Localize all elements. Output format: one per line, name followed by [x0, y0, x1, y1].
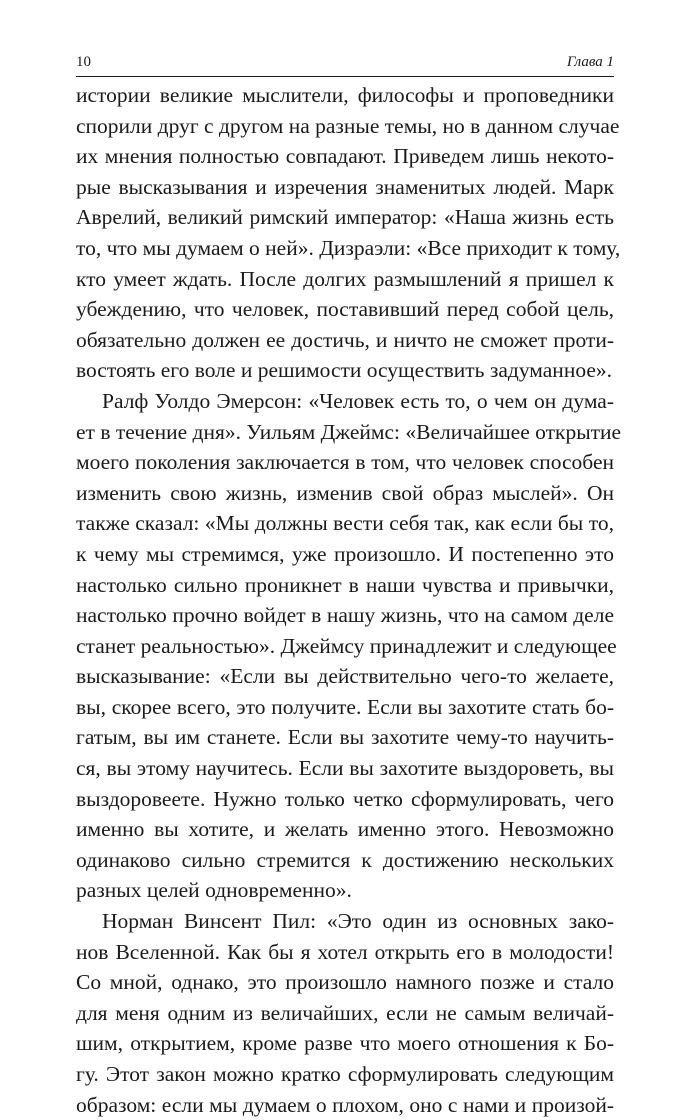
- text-line: также сказал: «Мы должны вести себя так, как если бы то,: [76, 511, 614, 536]
- text-line: Аврелий, великий римский император: «Наша жизнь есть: [76, 205, 614, 230]
- text-line: Со мной, однако, это произошло намного позже и стало: [76, 970, 614, 995]
- text-line: гу. Этот закон можно кратко сформулировать следующим: [76, 1062, 614, 1086]
- page-number: 10: [76, 54, 91, 70]
- text-line: убеждению, что человек, поставивший перед собой цель,: [76, 297, 614, 322]
- text-line: для меня одним из величайших, если не самым величай-: [76, 1000, 614, 1025]
- text-line: настолько сильно проникнет в наши чувства и привычки,: [76, 572, 614, 597]
- text-line: обязательно должен ее достичь, и ничто не сможет проти-: [76, 327, 614, 352]
- text-line: рые высказывания и изречения знаменитых людей. Марк: [76, 174, 614, 199]
- text-line: спорили друг с другом на разные темы, но в данном случае: [76, 113, 620, 138]
- text-line: гатым, вы им станете. Если вы захотите чему-то научить-: [76, 725, 614, 750]
- text-line: настолько прочно войдет в нашу жизнь, что на самом деле: [76, 603, 614, 628]
- text-line: нов Вселенной. Как бы я хотел открыть его в молодости!: [76, 939, 614, 964]
- text-line: разных целей одновременно».: [76, 878, 352, 903]
- running-header: [76, 51, 614, 73]
- text-line: ет в течение дня». Уильям Джеймс: «Величайшее открытие: [76, 419, 622, 444]
- text-line: высказывание: «Если вы действительно чего-то желаете,: [76, 664, 614, 689]
- text-line: истории великие мыслители, философы и проповедники: [76, 83, 614, 107]
- text-line: кто умеет ждать. После долгих размышлений я пришел к: [76, 266, 614, 291]
- text-line: выздоровеете. Нужно только четко сформулировать, чего: [76, 786, 614, 811]
- text-line: моего поколения заключается в том, что человек способен: [76, 450, 614, 475]
- text-line: станет реальностью». Джеймсу принадлежит и следующее: [76, 633, 617, 658]
- text-line: к чему мы стремимся, уже произошло. И постепенно это: [76, 541, 614, 566]
- text-line: востоять его воле и решимости осуществить задуманное».: [76, 358, 612, 383]
- text-line: вы, скорее всего, это получите. Если вы захотите стать бо-: [76, 694, 614, 719]
- body-text: [76, 80, 622, 1120]
- paragraph-first-line: Ралф Уолдо Эмерсон: «Человек есть то, о чем он дума-: [102, 388, 614, 413]
- text-line: одинаково сильно стремится к достижению нескольких: [76, 847, 614, 872]
- text-line: изменить свою жизнь, изменив свой образ мыслей». Он: [76, 480, 614, 505]
- text-line: образом: если мы думаем о плохом, оно с нами и произой-: [76, 1092, 614, 1117]
- chapter-label: Глава 1: [566, 54, 614, 70]
- text-line: шим, открытием, кроме разве что моего отношения к Бо-: [76, 1031, 614, 1056]
- text-line: их мнения полностью совпадают. Приведем лишь некото-: [76, 144, 614, 169]
- text-line: то, что мы думаем о ней». Дизраэли: «Все приходит к тому,: [76, 235, 621, 260]
- text-line: ся, вы этому научитесь. Если вы захотите выздороветь, вы: [76, 756, 614, 781]
- paragraph-first-line: Норман Винсент Пил: «Это один из основных зако-: [102, 909, 614, 934]
- text-line: именно вы хотите, и желать именно этого. Невозможно: [76, 817, 614, 842]
- header-rule: [76, 76, 614, 77]
